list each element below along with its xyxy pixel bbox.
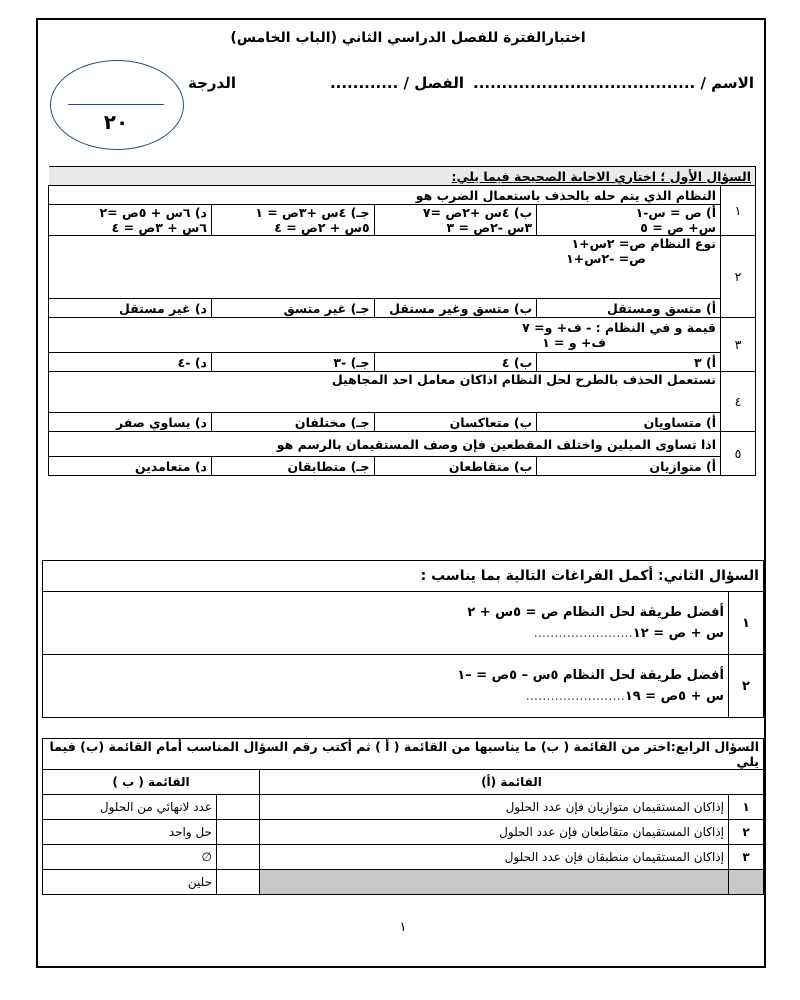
score-ellipse [50,60,184,150]
option-b: ب) متسق وغير مستقل [374,299,537,318]
list-a-header: القائمة (أ) [260,770,764,795]
answer-blank[interactable]: ........................ [525,689,625,704]
option-a: أ) متسق ومستقل [537,299,721,318]
question-1-heading: السؤال الأول ؛ اختاري الاجابة الصحيحة فيما يلي: [49,167,756,186]
option-c: جـ) ٤س +٣ص = ١ ٥س + ٢ص = ٤ [211,205,374,236]
option-d: د) ٦س + ٥ص =٢ ٦س + ٣ص = ٤ [49,205,212,236]
item-number: ١ [721,186,756,236]
option-d: د) -٤ [49,353,212,372]
answer-box[interactable] [217,870,260,895]
answer-box[interactable] [217,795,260,820]
option-c: جـ) مختلفان [211,413,374,432]
item-number: ٢ [729,655,764,718]
option-a: أ) ص = س-١ س+ ص = ٥ [537,205,721,236]
list-b-item: ∅ [43,845,217,870]
option-c: جـ) غير متسق [211,299,374,318]
row-number: ١ [729,795,764,820]
item-number: ٥ [721,432,756,476]
list-a-item: إذاكان المستقيمان متقاطعان فإن عدد الحلول [260,820,729,845]
option-b: ب) متقاطعان [374,457,537,476]
option-d: د) غير مستقل [49,299,212,318]
grade-label: الدرجة [188,74,236,92]
list-b-item: حلين [43,870,217,895]
fill-item: أفضل طريقة لحل النظام ٥س – ٥ص = –١ س + ٥ص = ١٩........................ [43,655,729,718]
page-number: ١ [399,920,407,935]
list-a-item: إذاكان المستقيمان منطبقان فإن عدد الحلول [260,845,729,870]
exam-title: اختبارالفترة للفصل الدراسي الثاني (الباب الخامس) [230,30,586,46]
option-c: جـ) -٣ [211,353,374,372]
option-a: أ) متوازيان [537,457,721,476]
answer-box[interactable] [217,845,260,870]
item-number: ٢ [721,236,756,318]
list-b-header: القائمة ( ب ) [43,770,260,795]
question-2-heading: السؤال الثاني: أكمل الفراغات التالية بما يناسب : [43,561,764,592]
option-d: د) متعامدين [49,457,212,476]
list-b-item: حل واحد [43,820,217,845]
question-stem: اذا تساوى الميلين واختلف المقطعين فإن وصف المستقيمان بالرسم هو [49,432,721,457]
list-b-item: عدد لانهائي من الحلول [43,795,217,820]
class-field: الفصل / ............ [329,74,464,92]
student-name-field: الاسم / ....................................... [473,74,754,92]
question-stem: نوع النظام ص= ٢س+١ ص= -٢س+١ [49,236,721,299]
question-stem: نستعمل الحذف بالطرح لحل النظام اذاكان معامل احد المجاهيل [49,372,721,413]
option-b: ب) ٤س +٢ص =٧ ٣س -٢ص = ٣ [374,205,537,236]
question-1-table [48,166,756,476]
exam-page [36,18,766,968]
fill-item: أفضل طريقة لحل النظام ص = ٥س + ٢ س + ص = ١٢........................ [43,592,729,655]
total-score: ٢٠ [103,110,129,134]
question-4-heading: السؤال الرابع:اختر من القائمة ( ب) ما يناسبها من القائمة ( أ ) ثم أكتب رقم السؤال المناسب أمام القائمة (ب) فيما يلي [43,739,764,770]
option-d: د) يساوي صفر [49,413,212,432]
option-a: أ) متساويان [537,413,721,432]
option-a: أ) ٣ [537,353,721,372]
item-number: ٤ [721,372,756,432]
option-b: ب) متعاكسان [374,413,537,432]
item-number: ١ [729,592,764,655]
question-stem: النظام الذي يتم حله بالحذف باستعمال الضرب هو [49,186,721,205]
answer-box[interactable] [217,820,260,845]
option-c: جـ) متطابقان [211,457,374,476]
question-2-table [42,560,764,718]
question-4-table [42,738,764,895]
option-b: ب) ٤ [374,353,537,372]
row-number [729,870,764,895]
answer-blank[interactable]: ........................ [533,626,633,641]
list-a-item: إذاكان المستقيمان متوازيان فإن عدد الحلول [260,795,729,820]
question-stem: قيمة و في النظام : - ف+ و= ٧ ف+ و = ١ [49,318,721,353]
row-number: ٢ [729,820,764,845]
row-number: ٣ [729,845,764,870]
item-number: ٣ [721,318,756,372]
list-a-item [260,870,729,895]
score-divider [68,104,164,105]
